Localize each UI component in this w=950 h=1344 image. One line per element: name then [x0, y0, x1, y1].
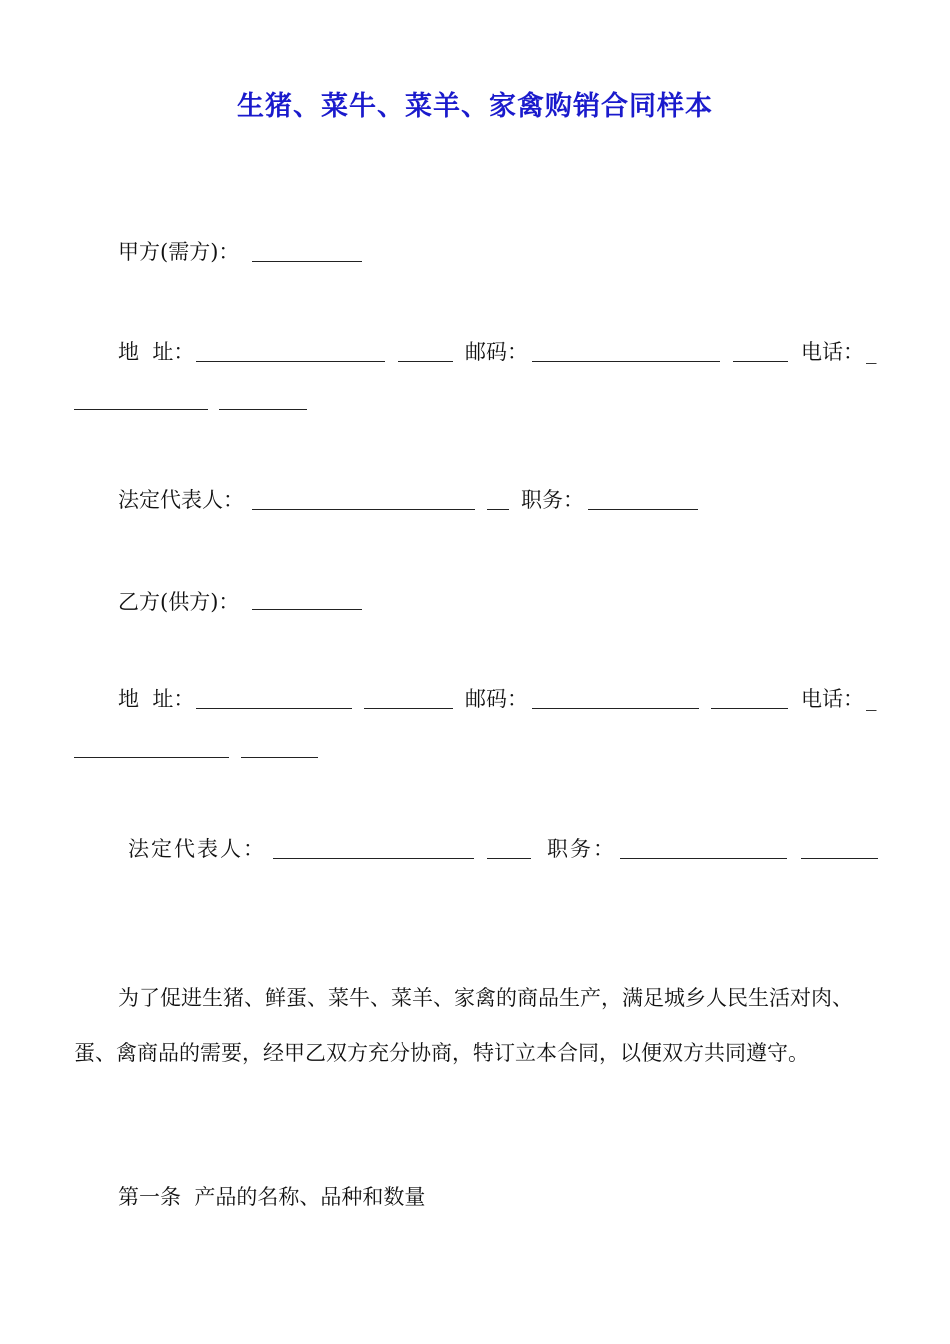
party-a-position-blank: [588, 509, 698, 510]
party-a-label: 甲方(需方)：: [118, 240, 240, 264]
party-b-phone-lead: _: [866, 687, 877, 711]
party-a-phone-lead: _: [866, 340, 877, 364]
party-a-rep-blank: [252, 509, 475, 510]
party-b-postcode-label: 邮码：: [465, 687, 528, 711]
party-a-address-blank-2: [398, 361, 453, 362]
party-a-name-blank: [252, 261, 362, 262]
party-b-rep-blank-2: [487, 858, 531, 859]
party-b-name-blank: [252, 609, 362, 610]
party-b-postcode-blank-2: [711, 708, 788, 709]
party-a-phone-blank-2: [219, 409, 307, 410]
party-b-label: 乙方(供方)：: [118, 590, 240, 614]
document-title: 生猪、菜牛、菜羊、家禽购销合同样本: [237, 91, 713, 122]
party-b-postcode-blank: [532, 708, 699, 709]
party-a-rep-blank-2: [487, 509, 509, 510]
article-1-heading: 第一条 产品的名称、品种和数量: [118, 1185, 426, 1209]
party-a-postcode-blank-2: [733, 361, 788, 362]
intro-line-2: 蛋、禽商品的需要，经甲乙双方充分协商，特订立本合同，以便双方共同遵守。: [74, 1041, 809, 1065]
party-b-phone-blank-2: [241, 757, 318, 758]
party-a-position-label: 职务：: [521, 488, 584, 512]
party-a-address-label: 地 址：: [118, 340, 195, 364]
party-a-phone-blank: [74, 409, 208, 410]
party-b-address-blank-2: [364, 708, 453, 709]
party-a-address-blank: [196, 361, 385, 362]
party-b-position-blank-2: [801, 858, 878, 859]
party-b-phone-label: 电话：: [801, 687, 864, 711]
party-b-rep-label: 法定代表人：: [128, 837, 266, 861]
party-a-rep-label: 法定代表人：: [118, 488, 244, 512]
party-a-phone-label: 电话：: [801, 340, 864, 364]
party-a-postcode-blank: [532, 361, 720, 362]
party-b-address-label: 地 址：: [118, 687, 195, 711]
party-b-position-blank: [620, 858, 787, 859]
party-a-postcode-label: 邮码：: [465, 340, 528, 364]
party-b-phone-blank: [74, 757, 229, 758]
party-b-rep-blank: [273, 858, 474, 859]
party-b-address-blank: [196, 708, 352, 709]
intro-line-1: 为了促进生猪、鲜蛋、菜牛、菜羊、家禽的商品生产，满足城乡人民生活对肉、: [118, 986, 853, 1010]
party-b-position-label: 职务：: [547, 837, 616, 861]
